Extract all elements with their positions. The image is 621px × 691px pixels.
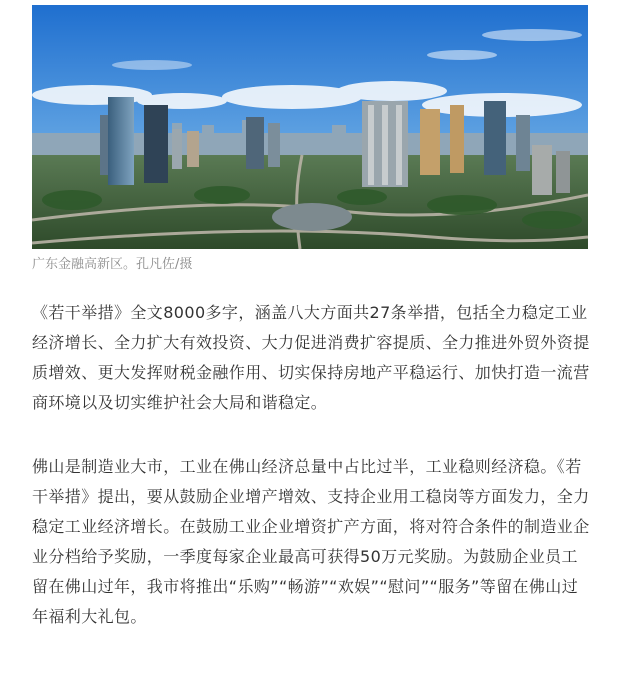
paragraph-measures-overview: 《若干举措》全文8000多字，涵盖八大方面共27条举措，包括全力稳定工业经济增长、全力扩大有效投资、大力促进消费扩容提质、全力推进外贸外资提质增效、更大发挥财税金融作用、切实保持房地产平稳运行、加快打造一流营商环境以及切实维护社会大局和谐稳定。 — [32, 303, 590, 412]
paragraph-industrial-growth: 佛山是制造业大市，工业在佛山经济总量中占比过半，工业稳则经济稳。《若干举措》提出，要从鼓励企业增产增效、支持企业用工稳岗等方面发力，全力稳定工业经济增长。在鼓励工业企业增资扩产方面，将对符合条件的制造业企业分档给予奖励，一季度每家企业最高可获得50万元奖励。为鼓励企业员工留在佛山过年，我市将推出“乐购”“畅游”“欢娱”“慰问”“服务”等留在佛山过年福利大礼包。 — [32, 457, 590, 626]
plaza — [272, 203, 352, 231]
city-skyline-photo — [32, 5, 588, 249]
skyline-illustration — [32, 5, 588, 249]
photo-caption: 广东金融高新区。孔凡佐/摄 — [32, 257, 193, 272]
